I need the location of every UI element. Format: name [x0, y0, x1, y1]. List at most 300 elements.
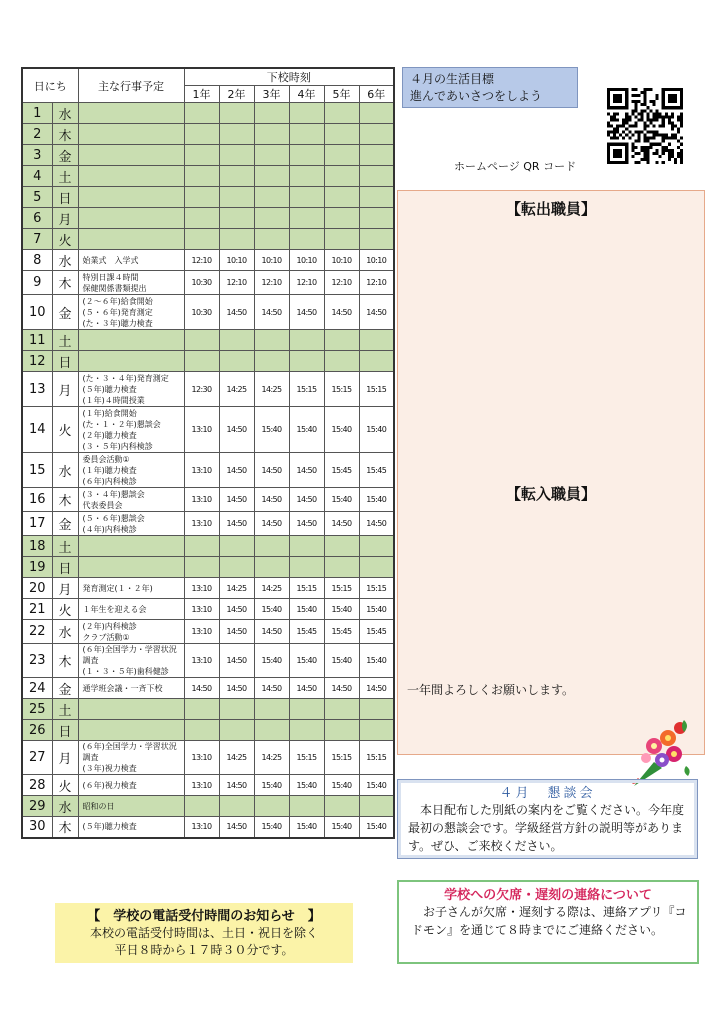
schedule-row [22, 644, 394, 678]
grade-header: 5年 [324, 86, 359, 103]
day-of-week: 土 [52, 166, 78, 187]
dismissal-time [184, 330, 219, 351]
dismissal-time [254, 145, 289, 166]
dismissal-time [184, 208, 219, 229]
day-number: 5 [22, 187, 52, 208]
grade-header: 2年 [219, 86, 254, 103]
dismissal-time: 14:50 [324, 295, 359, 330]
dismissal-time [359, 720, 394, 741]
day-of-week: 月 [52, 741, 78, 775]
dismissal-time [254, 229, 289, 250]
dismissal-time: 15:15 [289, 578, 324, 599]
dismissal-time [254, 166, 289, 187]
event-cell: 委員会活動① (１年)聴力検査 (６年)内科検診 [78, 453, 184, 488]
dismissal-time [289, 187, 324, 208]
event-cell [78, 166, 184, 187]
day-number: 19 [22, 557, 52, 578]
dismissal-time: 15:45 [359, 620, 394, 644]
dismissal-time [359, 166, 394, 187]
event-cell [78, 536, 184, 557]
event-cell [78, 557, 184, 578]
dismissal-time [254, 103, 289, 124]
day-of-week: 日 [52, 187, 78, 208]
schedule-row [22, 488, 394, 512]
dismissal-time [289, 166, 324, 187]
dismissal-time [289, 351, 324, 372]
dismissal-time [219, 145, 254, 166]
dismissal-time: 15:45 [324, 453, 359, 488]
day-number: 1 [22, 103, 52, 124]
event-cell [78, 187, 184, 208]
monthly-goal [402, 67, 578, 108]
dismissal-time: 15:40 [254, 817, 289, 838]
dismissal-time: 14:50 [219, 453, 254, 488]
dismissal-time: 13:10 [184, 620, 219, 644]
day-number: 22 [22, 620, 52, 644]
dismissal-time [324, 103, 359, 124]
event-cell [78, 208, 184, 229]
dismissal-time: 12:10 [289, 271, 324, 295]
day-number: 30 [22, 817, 52, 838]
dismissal-time: 14:50 [254, 295, 289, 330]
day-number: 17 [22, 512, 52, 536]
dismissal-time: 10:10 [219, 250, 254, 271]
grade-header: 1年 [184, 86, 219, 103]
schedule-row [22, 295, 394, 330]
meeting-body: 本日配布した別紙の案内をご覧ください。今年度最初の懇談会です。学級経営方針の説明等があります。ぜひ、ご来校ください。 [408, 803, 685, 853]
event-cell [78, 330, 184, 351]
dismissal-time: 12:30 [184, 372, 219, 407]
day-number: 26 [22, 720, 52, 741]
qr-label: ホームページ QR コード [454, 160, 577, 173]
day-of-week: 月 [52, 208, 78, 229]
dismissal-time [254, 720, 289, 741]
event-cell: (２年)内科検診 クラブ活動① [78, 620, 184, 644]
dismissal-time: 14:50 [219, 644, 254, 678]
dismissal-time: 15:40 [359, 817, 394, 838]
event-cell [78, 103, 184, 124]
dismissal-time: 14:50 [254, 620, 289, 644]
dismissal-time: 15:40 [359, 407, 394, 453]
dismissal-time: 15:45 [324, 620, 359, 644]
event-cell [78, 124, 184, 145]
schedule-row [22, 741, 394, 775]
dismissal-time: 15:40 [324, 599, 359, 620]
day-of-week: 水 [52, 250, 78, 271]
dismissal-time [324, 145, 359, 166]
dismissal-time [289, 536, 324, 557]
event-cell: (６年)全国学力・学習状況調査 (１・３・５年)歯科健診 [78, 644, 184, 678]
incoming-staff-heading: 【転入職員】 [505, 485, 596, 503]
day-number: 3 [22, 145, 52, 166]
event-cell: (５年)聴力検査 [78, 817, 184, 838]
dismissal-time: 14:50 [289, 678, 324, 699]
event-cell [78, 229, 184, 250]
dismissal-time: 15:40 [324, 775, 359, 796]
day-number: 20 [22, 578, 52, 599]
dismissal-time [359, 796, 394, 817]
dismissal-time [219, 124, 254, 145]
dismissal-time: 14:50 [254, 512, 289, 536]
dismissal-time [359, 229, 394, 250]
day-of-week: 金 [52, 678, 78, 699]
schedule-row [22, 817, 394, 838]
dismissal-time [359, 351, 394, 372]
schedule-row [22, 678, 394, 699]
dismissal-time [289, 124, 324, 145]
schedule-row [22, 453, 394, 488]
dismissal-time [359, 124, 394, 145]
dismissal-time: 14:50 [219, 295, 254, 330]
day-of-week: 月 [52, 578, 78, 599]
dismissal-time [219, 103, 254, 124]
day-number: 25 [22, 699, 52, 720]
qr-code-icon[interactable] [607, 88, 683, 164]
dismissal-time [184, 557, 219, 578]
dismissal-time: 15:15 [359, 372, 394, 407]
dismissal-time [289, 699, 324, 720]
dismissal-time: 14:50 [359, 678, 394, 699]
dismissal-time: 14:50 [219, 678, 254, 699]
day-of-week: 木 [52, 271, 78, 295]
dismissal-time: 14:50 [219, 620, 254, 644]
dismissal-time [359, 330, 394, 351]
schedule-row [22, 124, 394, 145]
day-of-week: 木 [52, 817, 78, 838]
dismissal-time [219, 557, 254, 578]
day-of-week: 水 [52, 103, 78, 124]
dismissal-time: 13:10 [184, 578, 219, 599]
dismissal-time: 12:10 [184, 250, 219, 271]
day-of-week: 土 [52, 699, 78, 720]
dismissal-time: 14:50 [219, 775, 254, 796]
dismissal-time: 14:50 [324, 512, 359, 536]
dismissal-time [359, 145, 394, 166]
dismissal-time [184, 229, 219, 250]
dismissal-time: 14:25 [254, 578, 289, 599]
dismissal-time [359, 208, 394, 229]
dismissal-time [359, 187, 394, 208]
dismissal-time: 14:50 [324, 678, 359, 699]
dismissal-time [184, 796, 219, 817]
dismissal-time: 15:40 [254, 644, 289, 678]
dismissal-time [289, 208, 324, 229]
schedule-row [22, 250, 394, 271]
event-cell [78, 145, 184, 166]
schedule-row [22, 187, 394, 208]
dismissal-time: 13:10 [184, 453, 219, 488]
day-number: 23 [22, 644, 52, 678]
event-cell: (３・４年)懇談会 代表委員会 [78, 488, 184, 512]
schedule-table [21, 67, 395, 839]
dismissal-time: 14:25 [219, 372, 254, 407]
dismissal-time: 15:15 [289, 372, 324, 407]
schedule-row [22, 208, 394, 229]
schedule-row [22, 166, 394, 187]
dismissal-time [324, 229, 359, 250]
dismissal-time [289, 145, 324, 166]
dismissal-time [254, 208, 289, 229]
dismissal-time: 15:40 [254, 407, 289, 453]
dismissal-time [219, 330, 254, 351]
dismissal-time: 14:50 [359, 512, 394, 536]
dismissal-time: 15:40 [289, 644, 324, 678]
schedule-row [22, 775, 394, 796]
schedule-row [22, 720, 394, 741]
dismissal-time: 14:50 [219, 512, 254, 536]
day-number: 9 [22, 271, 52, 295]
event-cell: (５・６年)懇談会 (４年)内科検診 [78, 512, 184, 536]
dismissal-time: 13:10 [184, 512, 219, 536]
dismissal-time: 12:10 [219, 271, 254, 295]
dismissal-time: 15:40 [289, 817, 324, 838]
dismissal-time: 13:10 [184, 599, 219, 620]
dismissal-time [184, 103, 219, 124]
meeting-notice [397, 779, 698, 859]
meeting-title: ４月 懇談会 [499, 786, 596, 801]
dismissal-time [184, 351, 219, 372]
dismissal-time: 14:25 [254, 741, 289, 775]
dismissal-time [324, 208, 359, 229]
dismissal-time: 14:50 [254, 453, 289, 488]
dismissal-time: 15:15 [324, 578, 359, 599]
dismissal-time: 15:40 [324, 407, 359, 453]
schedule-row [22, 557, 394, 578]
day-of-week: 金 [52, 295, 78, 330]
dismissal-time [254, 187, 289, 208]
dismissal-time: 15:40 [324, 644, 359, 678]
dismissal-time: 15:40 [359, 644, 394, 678]
schedule-row [22, 599, 394, 620]
dismissal-time [359, 103, 394, 124]
day-number: 24 [22, 678, 52, 699]
dismissal-time [324, 699, 359, 720]
dismissal-time [324, 330, 359, 351]
dismissal-time: 12:10 [359, 271, 394, 295]
event-cell: (６年)全国学力・学習状況調査 (３年)視力検査 [78, 741, 184, 775]
phone-title: 【 学校の電話受付時間のお知らせ 】 [87, 909, 321, 924]
day-of-week: 水 [52, 620, 78, 644]
dismissal-time [184, 720, 219, 741]
day-number: 27 [22, 741, 52, 775]
dismissal-time [359, 699, 394, 720]
schedule-row [22, 512, 394, 536]
dismissal-time [219, 699, 254, 720]
dismissal-time: 14:50 [359, 295, 394, 330]
dismissal-time [254, 699, 289, 720]
dismissal-time [219, 796, 254, 817]
dismissal-time: 13:10 [184, 644, 219, 678]
day-number: 10 [22, 295, 52, 330]
day-of-week: 日 [52, 557, 78, 578]
schedule-row [22, 351, 394, 372]
day-number: 12 [22, 351, 52, 372]
day-number: 14 [22, 407, 52, 453]
dismissal-time: 15:15 [289, 741, 324, 775]
day-of-week: 水 [52, 453, 78, 488]
day-number: 18 [22, 536, 52, 557]
dismissal-time: 13:10 [184, 817, 219, 838]
event-cell: １年生を迎える会 [78, 599, 184, 620]
schedule-row [22, 536, 394, 557]
absence-body: お子さんが欠席・遅刻する際は、連絡アプリ『コドモン』を通じて８時までにご連絡ください。 [411, 905, 687, 937]
phone-hours-notice [55, 903, 353, 963]
dismissal-time: 14:50 [219, 488, 254, 512]
dismissal-time [289, 103, 324, 124]
dismissal-time [219, 208, 254, 229]
dismissal-time: 13:10 [184, 775, 219, 796]
day-number: 4 [22, 166, 52, 187]
event-cell [78, 351, 184, 372]
dismissal-time [324, 166, 359, 187]
dismissal-time: 15:15 [359, 741, 394, 775]
dismissal-time [324, 536, 359, 557]
event-cell: 通学班会議・一斉下校 [78, 678, 184, 699]
dismissal-time: 14:50 [289, 488, 324, 512]
schedule-row [22, 271, 394, 295]
dismissal-time [289, 557, 324, 578]
event-cell: 特別日課４時間 保健関係書類提出 [78, 271, 184, 295]
dismissal-time: 15:45 [289, 620, 324, 644]
dismissal-time: 10:10 [254, 250, 289, 271]
event-cell [78, 699, 184, 720]
dismissal-time [289, 330, 324, 351]
dismissal-time: 15:40 [359, 775, 394, 796]
dismissal-time: 13:10 [184, 407, 219, 453]
dismissal-time: 12:10 [324, 271, 359, 295]
dismissal-time [184, 536, 219, 557]
dismissal-time: 13:10 [184, 488, 219, 512]
dismissal-time [324, 187, 359, 208]
schedule-row [22, 796, 394, 817]
dismissal-time: 15:40 [289, 407, 324, 453]
day-number: 6 [22, 208, 52, 229]
dismissal-time: 10:10 [324, 250, 359, 271]
day-of-week: 金 [52, 512, 78, 536]
event-cell: 始業式 入学式 [78, 250, 184, 271]
schedule-row [22, 330, 394, 351]
day-number: 2 [22, 124, 52, 145]
dismissal-time: 15:40 [324, 817, 359, 838]
dismissal-time [254, 351, 289, 372]
dismissal-time: 10:10 [289, 250, 324, 271]
day-of-week: 月 [52, 372, 78, 407]
phone-line-2: 平日８時から１７時３０分です。 [114, 943, 294, 957]
schedule-row [22, 578, 394, 599]
day-number: 8 [22, 250, 52, 271]
dismissal-time: 13:10 [184, 741, 219, 775]
dismissal-time: 10:30 [184, 271, 219, 295]
day-of-week: 水 [52, 796, 78, 817]
dismissal-time [254, 124, 289, 145]
schedule-row [22, 620, 394, 644]
schedule-row [22, 407, 394, 453]
event-cell: (６年)視力検査 [78, 775, 184, 796]
dismissal-time [254, 330, 289, 351]
goal-title: ４月の生活目標 [410, 72, 495, 86]
event-cell: (１年)給食開始 (た・１・２年)懇談会 (２年)聴力検査 (３・５年)内科検診 [78, 407, 184, 453]
day-of-week: 日 [52, 351, 78, 372]
day-number: 7 [22, 229, 52, 250]
dismissal-time: 14:50 [184, 678, 219, 699]
dismissal-time: 14:25 [219, 578, 254, 599]
day-number: 16 [22, 488, 52, 512]
goal-text: 進んであいさつをしよう [410, 89, 543, 103]
dismissal-time: 15:40 [359, 599, 394, 620]
dismissal-time [184, 699, 219, 720]
day-of-week: 土 [52, 330, 78, 351]
dismissal-time: 14:50 [289, 453, 324, 488]
day-of-week: 火 [52, 775, 78, 796]
day-of-week: 金 [52, 145, 78, 166]
dismissal-time [324, 124, 359, 145]
day-of-week: 木 [52, 644, 78, 678]
dismissal-time [359, 557, 394, 578]
day-of-week: 火 [52, 599, 78, 620]
day-number: 13 [22, 372, 52, 407]
event-cell: (た・３・４年)発育測定 (５年)聴力検査 (１年)４時間授業 [78, 372, 184, 407]
dismissal-time [324, 557, 359, 578]
event-cell: 昭和の日 [78, 796, 184, 817]
dismissal-time [289, 720, 324, 741]
day-number: 15 [22, 453, 52, 488]
dismissal-time [219, 229, 254, 250]
dismissal-time: 15:40 [359, 488, 394, 512]
absence-title: 学校への欠席・遅刻の連絡について [444, 888, 652, 903]
dismissal-header: 下校時刻 [184, 68, 394, 86]
day-number: 28 [22, 775, 52, 796]
grade-header: 3年 [254, 86, 289, 103]
schedule-row [22, 372, 394, 407]
outgoing-staff-heading: 【転出職員】 [505, 200, 596, 218]
dismissal-time [289, 229, 324, 250]
dismissal-time: 10:30 [184, 295, 219, 330]
dismissal-time: 15:15 [324, 741, 359, 775]
dismissal-time [324, 796, 359, 817]
day-number: 29 [22, 796, 52, 817]
staff-changes-panel [397, 190, 705, 755]
dismissal-time [219, 536, 254, 557]
grade-header: 6年 [359, 86, 394, 103]
schedule-row [22, 229, 394, 250]
dismissal-time [219, 351, 254, 372]
dismissal-time: 14:50 [254, 488, 289, 512]
day-of-week: 土 [52, 536, 78, 557]
day-header: 日にち [22, 68, 78, 103]
day-of-week: 火 [52, 229, 78, 250]
event-cell: (２～６年)給食開始 (５・６年)発育測定 (た・３年)聴力検査 [78, 295, 184, 330]
schedule-row [22, 145, 394, 166]
dismissal-time: 15:40 [324, 488, 359, 512]
dismissal-time: 10:10 [359, 250, 394, 271]
day-number: 21 [22, 599, 52, 620]
dismissal-time [254, 796, 289, 817]
schedule-row [22, 699, 394, 720]
dismissal-time: 14:25 [219, 741, 254, 775]
dismissal-time [184, 145, 219, 166]
absence-notice [397, 880, 699, 964]
day-number: 11 [22, 330, 52, 351]
dismissal-time: 15:15 [359, 578, 394, 599]
grade-header: 4年 [289, 86, 324, 103]
phone-line-1: 本校の電話受付時間は、土日・祝日を除く [89, 926, 318, 940]
dismissal-time [219, 166, 254, 187]
dismissal-time: 14:50 [219, 817, 254, 838]
day-of-week: 木 [52, 124, 78, 145]
dismissal-time: 15:40 [254, 599, 289, 620]
dismissal-time: 15:15 [324, 372, 359, 407]
dismissal-time: 12:10 [254, 271, 289, 295]
